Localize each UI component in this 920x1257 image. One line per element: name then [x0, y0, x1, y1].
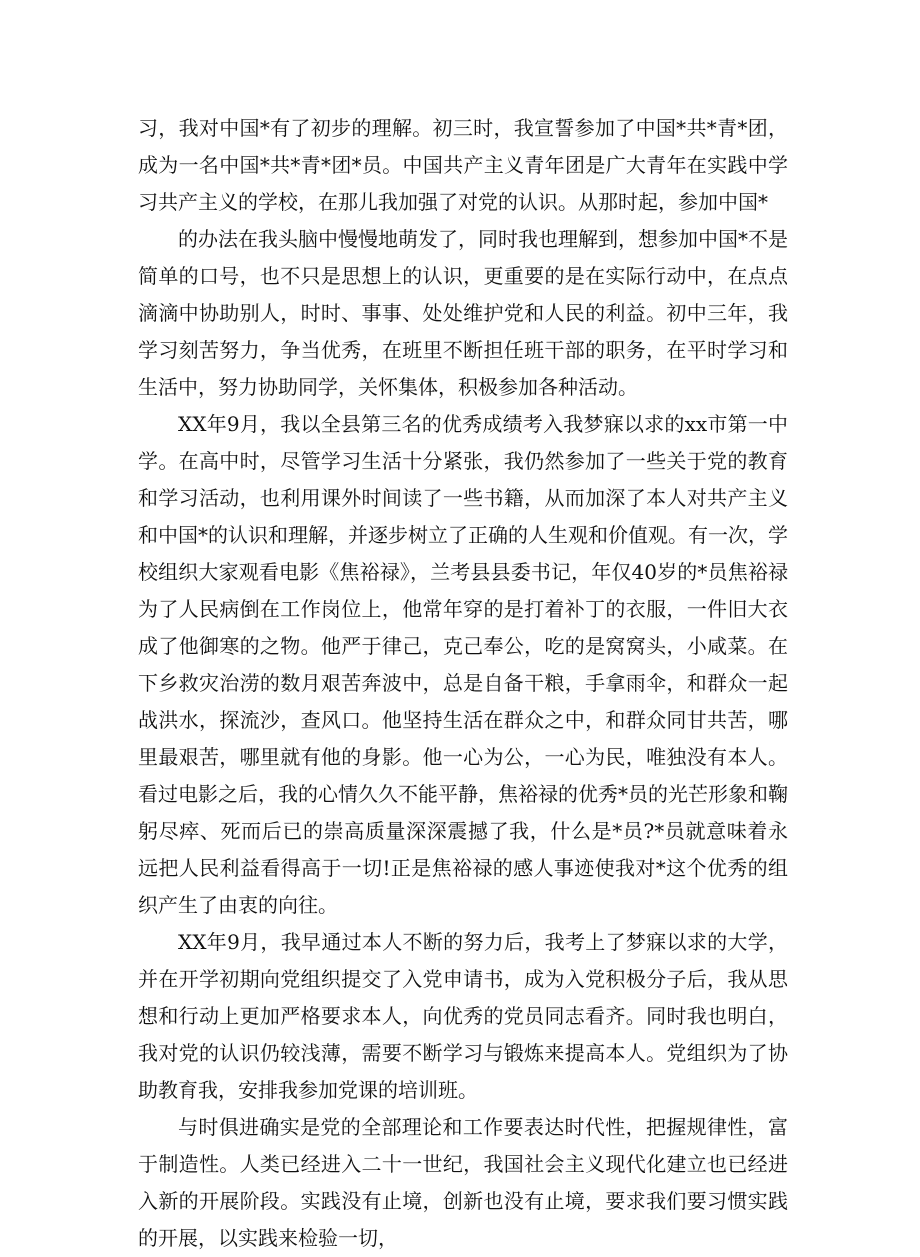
paragraph-2: 的办法在我头脑中慢慢地萌发了，同时我也理解到，想参加中国*不是简单的口号，也不只是思想上的认识，更重要的是在实际行动中，在点点滴滴中协助别人，时时、事事、处处维护党和人民的利益。初中三年，我学习刻苦努力，争当优秀，在班里不断担任班干部的职务，在平时学习和生活中，努力协助同学，关怀集体，积极参加各种活动。: [138, 227, 788, 399]
paragraph-1: 习，我对中国*有了初步的理解。初三时，我宣誓参加了中国*共*青*团，成为一名中国*共*青*团*员。中国共产主义青年团是广大青年在实践中学习共产主义的学校，在那儿我加强了对党的认识。从那时起，参加中国*: [138, 116, 788, 214]
document-body: [138, 110, 788, 1257]
paragraph-4: XX年9月，我早通过本人不断的努力后，我考上了梦寐以求的大学，并在开学初期向党组织提交了入党申请书，成为入党积极分子后，我从思想和行动上更加严格要求本人，向优秀的党员同志看齐。同时我也明白，我对党的认识仍较浅薄，需要不断学习与锻炼来提高本人。党组织为了协助教育我，安排我参加党课的培训班。: [138, 930, 788, 1102]
paragraph-3: XX年9月，我以全县第三名的优秀成绩考入我梦寐以求的xx市第一中学。在高中时，尽管学习生活十分紧张，我仍然参加了一些关于党的教育和学习活动，也利用课外时间读了一些书籍，从而加深了本人对共产主义和中国*的认识和理解，并逐步树立了正确的人生观和价值观。有一次，学校组织大家观看电影《焦裕禄》，兰考县县委书记，年仅40岁的*员焦裕禄为了人民病倒在工作岗位上，他常年穿的是打着补丁的衣服，一件旧大衣成了他御寒的之物。他严于律己，克己奉公，吃的是窝窝头，小咸菜。在下乡救灾治涝的数月艰苦奔波中，总是自备干粮，手拿雨伞，和群众一起战洪水，探流沙，查风口。他坚持生活在群众之中，和群众同甘共苦，哪里最艰苦，哪里就有他的身影。他一心为公，一心为民，唯独没有本人。看过电影之后，我的心情久久不能平静，焦裕禄的优秀*员的光芒形象和鞠躬尽瘁、死而后已的崇高质量深深震撼了我，什么是*员?*员就意味着永远把人民利益看得高于一切!正是焦裕禄的感人事迹使我对*这个优秀的组织产生了由衷的向往。: [138, 412, 788, 917]
paragraph-5: 与时俱进确实是党的全部理论和工作要表达时代性，把握规律性，富于制造性。人类已经进入二十一世纪，我国社会主义现代化建立也已经进入新的开展阶段。实践没有止境，创新也没有止境，要求我们要习惯实践的开展，以实践来检验一切，: [138, 1115, 788, 1250]
